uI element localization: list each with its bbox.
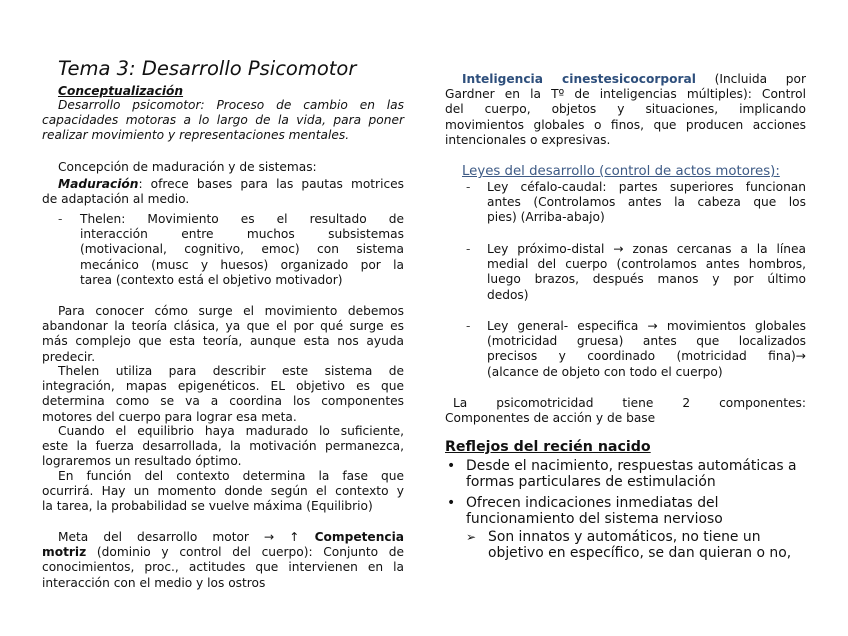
motor-goal-prefix: Meta del desarrollo motor → ↑ [58,530,300,544]
law-line: Ley próximo-distal → zonas cercanas a la línea [487,242,806,256]
dash-bullet-icon: - [466,319,471,333]
law-line: precisos y coordinado (motricidad fina)→ [487,349,806,364]
kinesthetic-line: del cuerpo, objetos y situaciones, implicando [445,102,806,117]
reflex-bullet [445,458,806,491]
law-line: luego brazos, después manos y por último [487,272,806,287]
psychomotricity-line: La psicomotricidad tiene 2 componentes: [453,396,806,410]
kinesthetic-line: Gardner en la Tº de inteligencias múltiples): Control [445,87,806,102]
thelen-line: Thelen: Movimiento es el resultado de [80,212,404,226]
maps-line: determina como se va a coordina los componentes [42,394,404,409]
dash-bullet-icon: - [466,242,471,256]
epigenetic-maps-paragraph [42,364,404,425]
law-text [487,242,806,303]
reflex-line: funcionamiento del sistema nervioso [466,511,723,528]
kinesthetic-paragraph [445,72,806,148]
motor-goal-paragraph [42,530,404,591]
page-title: Tema 3: Desarrollo Psicomotor [58,57,357,80]
thelen-line: (motivacional, cognitivo, emoc) con sistema [80,242,404,257]
law-item [466,242,806,303]
laws-heading: Leyes del desarrollo (control de actos motores): [462,164,780,179]
thelen-list-item [58,212,404,288]
bullet-dot-icon: • [447,495,456,511]
law-text [487,180,806,226]
maduracion-line: de adaptación al medio. [42,192,190,207]
definition-line: capacidades motoras a lo largo de la vida, para poner [42,113,404,128]
classic-line: predecir. [42,349,96,364]
law-line: antes (Controlamos antes la cabeza que los [487,195,806,210]
motor-goal-line [42,545,404,560]
competence-term: Competencia [314,530,404,544]
law-line: pies) (Arriba-abajo) [487,210,605,225]
psychomotricity-line: Componentes de acción y de base [445,411,656,426]
reflex-text [466,458,806,491]
classic-theory-paragraph [42,304,404,365]
reflex-sub-bullet [466,529,806,562]
thelen-line: mecánico (musc y huesos) organizado por la [80,257,404,272]
thelen-line: interacción entre muchos subsistemas [80,227,404,242]
motor-goal-rest: (dominio y control del cuerpo): Conjunto de [96,545,405,560]
reflexes-heading: Reflejos del recién nacido [445,439,651,455]
reflex-text [466,495,806,528]
reflex-line: Desde el nacimiento, respuestas automáticas a [466,458,797,474]
reflex-line: Ofrecen indicaciones inmediatas del [466,495,719,511]
law-line: Ley general- especifica → movimientos globales [487,319,806,333]
kinesthetic-line: movimientos globales o finos, que producen acciones [445,117,806,132]
equilibrium-paragraph [42,424,404,470]
kinesthetic-rest: (Incluida por [714,72,806,86]
law-item [466,180,806,226]
conception-line: Concepción de maduración y de sistemas: [58,160,317,174]
law-text [487,319,806,380]
classic-line: más complejo que esta teoría, aunque esta nos ayuda [42,334,404,349]
law-item [466,319,806,380]
thelen-line: tarea (contexto está el objetivo motivador) [80,272,343,287]
reflex-sub-line: Son innatos y automáticos, no tiene un [488,529,761,545]
equilibrium-line: este la fuerza desarrollada, la motivación permanezca, [42,439,404,454]
dash-bullet-icon: - [58,212,63,226]
conceptualization-heading: Conceptualización [58,84,184,98]
maduracion-line [42,177,404,192]
maps-line: motores del cuerpo para lograr esa meta. [42,409,297,424]
reflex-sub-text [488,529,806,562]
motor-goal-line: conocimientos, proc., actitudes que intervienen en la [42,560,404,575]
reflex-sub-line: objetivo en específico, se dan quieran o no, [488,545,792,562]
classic-line: abandonar la teoría clásica, ya que el por qué surge es [42,319,404,334]
definition-paragraph [42,98,404,144]
kinesthetic-line: intencionales o expresivas. [445,132,611,147]
maduracion-paragraph [42,177,404,207]
law-line: Ley céfalo-caudal: partes superiores funcionan [487,180,806,194]
kinesthetic-line [445,72,806,87]
equilibrium-line: lograremos un resultado óptimo. [42,454,242,469]
reflex-line: formas particulares de estimulación [466,474,716,491]
context-line: la tarea, la probabilidad se vuelve máxima (Equilibrio) [42,499,373,514]
thelen-text [80,212,404,288]
motriz-term: motriz [42,545,87,560]
context-paragraph [42,469,404,515]
maps-line: Thelen utiliza para describir este sistema de [58,364,404,378]
dash-bullet-icon: - [466,180,471,194]
motor-goal-line [42,530,404,545]
psychomotricity-paragraph [445,396,806,426]
equilibrium-line: Cuando el equilibrio haya madurado lo suficiente, [58,424,404,438]
law-line: medial del cuerpo (controlamos antes hombros, [487,257,806,272]
maduracion-term: Maduración [58,177,139,191]
motor-goal-line: interacción con el medio y los ostros [42,575,266,590]
definition-line: Desarrollo psicomotor: Proceso de cambio en las [58,98,404,112]
reflex-bullet [445,495,806,528]
definition-line: realizar movimiento y representaciones mentales. [42,128,350,143]
law-line: (alcance de objeto con todo el cuerpo) [487,364,723,379]
law-line: (motricidad gruesa) antes que localizados [487,334,806,349]
context-line: En función del contexto determina la fase que [58,469,404,483]
arrowhead-bullet-icon: ➢ [466,530,477,544]
kinesthetic-term: Inteligencia cinestesicocorporal [462,72,696,86]
context-line: ocurrirá. Hay un momento donde según el contexto y [42,484,404,499]
law-line: dedos) [487,287,529,302]
bullet-dot-icon: • [447,458,456,474]
classic-line: Para conocer cómo surge el movimiento debemos [58,304,404,318]
maps-line: integración, mapas epigenéticos. EL objetivo es que [42,379,404,394]
maduracion-definition: : ofrece bases para las pautas motrices [138,177,404,191]
